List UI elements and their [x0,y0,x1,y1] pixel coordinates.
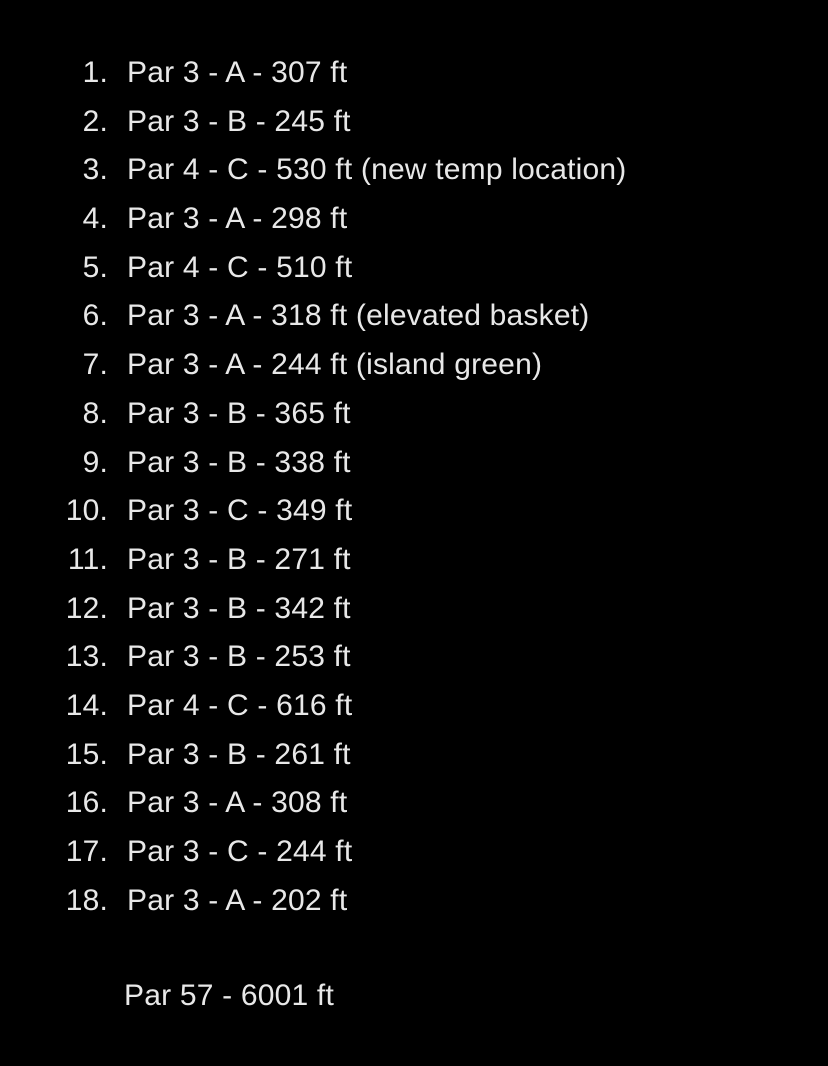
hole-description: Par 3 - B - 271 ft [127,542,351,576]
hole-number: 17. [65,835,108,868]
course-summary: Par 57 - 6001 ft [124,979,334,1012]
hole-description: Par 3 - B - 261 ft [127,737,351,771]
hole-description: Par 4 - C - 616 ft [127,688,353,722]
hole-number: 14. [65,688,108,722]
hole-description: Par 3 - A - 244 ft (island green) [127,348,543,382]
hole-number: 9. [82,445,108,479]
hole-description: Par 4 - C - 510 ft [127,250,353,284]
hole-description: Par 3 - B - 365 ft [127,396,351,430]
hole-description: Par 4 - C - 530 ft (new temp location) [127,153,627,187]
hole-number: 1. [82,56,108,89]
hole-number: 10. [65,494,108,528]
hole-description: Par 3 - B - 338 ft [127,445,351,479]
hole-number: 13. [65,640,108,674]
hole-number: 6. [82,299,108,333]
hole-number: 18. [65,883,108,917]
hole-number: 2. [82,104,108,138]
hole-number: 15. [65,737,108,771]
hole-description: Par 3 - A - 298 ft [127,202,348,236]
hole-description: Par 3 - C - 244 ft [127,835,353,868]
hole-number: 4. [82,202,108,236]
hole-number: 8. [82,396,108,430]
hole-number: 16. [65,786,108,820]
hole-description: Par 3 - C - 349 ft [127,494,353,528]
hole-number: 7. [82,348,108,382]
hole-description: Par 3 - B - 253 ft [127,640,351,674]
hole-description: Par 3 - A - 307 ft [127,56,348,89]
hole-description: Par 3 - B - 342 ft [127,591,351,625]
hole-description: Par 3 - A - 318 ft (elevated basket) [127,299,590,333]
hole-description: Par 3 - A - 308 ft [127,786,348,820]
hole-number: 3. [82,153,108,187]
hole-number: 12. [65,591,108,625]
hole-description: Par 3 - A - 202 ft [127,883,348,917]
hole-number: 11. [67,542,108,576]
hole-description: Par 3 - B - 245 ft [127,104,351,138]
hole-number: 5. [82,250,108,284]
